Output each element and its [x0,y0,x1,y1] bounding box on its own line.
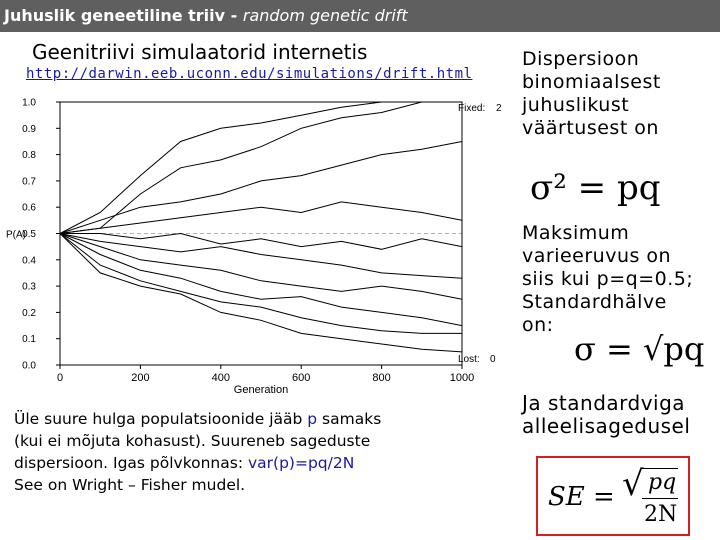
sd-formula: σ = √pq [574,330,705,368]
x-tick-label: 600 [292,372,311,384]
caption-line-4: See on Wright – Fisher mudel. [14,476,246,494]
lost-count: 0 [490,354,496,365]
caption-line-3 [14,452,454,474]
se-line: alleelisagedusel [522,414,691,438]
fixed-label: Fixed: [458,103,486,114]
y-tick-label: 0.0 [22,360,36,372]
section-subtitle: Geenitriivi simulaatorid internetis [32,40,368,64]
dispersion-line: Dispersioon [522,48,640,70]
sqrt-icon: √ [622,464,644,504]
x-tick-label: 800 [372,372,391,384]
x-tick-label: 400 [211,372,230,384]
dispersion-line: väärtusest on [522,117,659,139]
y-tick-label: 0.1 [22,334,36,346]
fixed-count: 2 [496,103,502,114]
se-line: Ja standardviga [522,391,686,415]
variance-formula: σ² = pq [530,168,661,208]
caption-line-1 [14,408,454,430]
title-text: Juhuslik geneetiline triiv - [4,6,243,25]
caption-p: p [307,410,318,428]
y-tick-label: 0.9 [22,123,36,135]
series-line-3 [60,202,462,234]
y-axis-label: P(A) [6,229,26,241]
y-tick-label: 0.4 [22,255,36,267]
title-bar [0,0,720,32]
dispersion-text [522,48,661,140]
chart-labels [6,98,502,397]
dispersion-line: binomiaalsest [522,71,661,93]
series-line-6 [60,234,462,300]
y-tick-label: 0.2 [22,307,36,319]
y-tick-label: 0.8 [22,150,36,162]
chart-series-group [60,102,462,352]
y-tick-label: 0.3 [22,281,36,293]
x-tick-label: 200 [131,372,150,384]
y-tick-label: 1.0 [22,97,36,109]
drift-chart [0,92,510,404]
max-line: siis kui p=q=0.5; [522,268,694,290]
caption-text: Üle suure hulga populatsioonide jääb [14,410,308,428]
caption-text: samaks [317,410,382,428]
plot-frame [60,102,462,365]
max-line: on: [522,314,554,336]
series-line-8 [60,234,462,334]
caption-formula: var(p)=pq/2N [247,454,355,472]
y-tick-label: 0.5 [22,229,36,240]
se-denominator: 2N [644,502,678,527]
series-line-4 [60,234,462,250]
fraction-bar [642,498,678,499]
series-line-5 [60,234,462,279]
max-variance-text [522,222,693,337]
series-line-9 [60,234,462,352]
title-italic: random genetic drift [242,6,408,25]
caption-text: dispersioon. Igas põlvkonnas: [14,454,248,472]
x-tick-label: 0 [56,372,64,384]
se-lhs: SE = [548,482,615,512]
caption-line-2: (kui ei mõjuta kohasust). Suureneb sageduste [14,432,371,450]
x-axis-label: Generation [233,384,289,396]
max-line: Standardhälve [522,291,667,313]
y-tick-label: 0.6 [22,202,36,214]
dispersion-line: juhuslikust [522,94,630,116]
se-numerator: pq [648,470,677,495]
se-text [522,392,690,438]
max-line: Maksimum [522,222,630,244]
simulator-link[interactable]: http://darwin.eeb.uconn.edu/simulations/drift.html [26,66,473,82]
max-line: varieeruvus on [522,245,672,267]
sqrt-bar [642,468,678,469]
series-line-2 [60,142,462,234]
lost-label: Lost: [458,354,480,365]
caption [14,408,454,496]
se-formula-box [536,456,690,536]
x-tick-label: 1000 [449,372,475,384]
page-title [4,6,408,25]
y-tick-label: 0.7 [22,176,36,188]
